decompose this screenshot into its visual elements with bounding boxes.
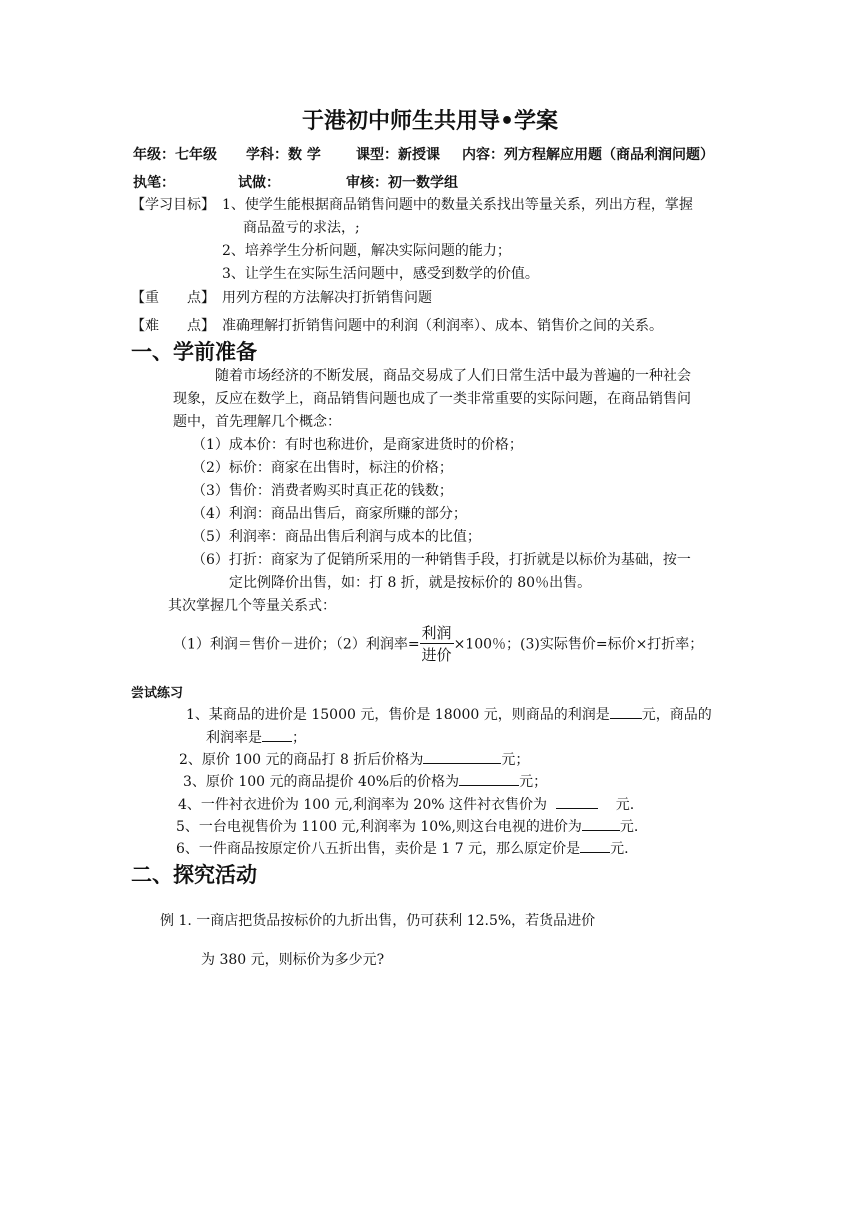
meta-content: 内容：列方程解应用题（商品利润问题） xyxy=(462,147,714,163)
question-6-text: 6、一件商品按原定价八五折出售，卖价是 1 7 元，那么原定价是 xyxy=(176,841,581,857)
question-2 xyxy=(179,749,529,769)
answer-blank-5[interactable] xyxy=(556,795,598,809)
meta-writer: 执笔： xyxy=(133,175,175,191)
formula-line xyxy=(173,622,703,665)
example-1-line-2: 为 380 元，则标价为多少元? xyxy=(201,952,385,968)
meta-type: 课型：新授课 xyxy=(356,147,440,163)
concept-4: （4）利润：商品出售后，商家所赚的部分； xyxy=(192,506,467,522)
intro-line-1: 随着市场经济的不断发展，商品交易成了人们日常生活中最为普遍的一种社会 xyxy=(215,368,691,384)
question-1-text: 1、某商品的进价是 15000 元，售价是 18000 元，则商品的利润是 xyxy=(186,707,610,723)
question-1-text-d: ； xyxy=(292,730,306,746)
answer-blank-2[interactable] xyxy=(262,728,292,742)
key-point-text: 用列方程的方法解决打折销售问题 xyxy=(222,290,432,306)
question-3-text-b: 元； xyxy=(519,774,548,790)
concept-2: （2）标价：商家在出售时，标注的价格； xyxy=(192,460,453,476)
meta-grade: 年级：七年级 xyxy=(133,147,217,163)
profit-rate-fraction xyxy=(420,622,454,665)
question-1-text-b: 元，商品的 xyxy=(641,707,712,723)
question-2-text: 2、原价 100 元的商品打 8 折后价格为 xyxy=(179,752,424,768)
concept-6a: （6）打折：商家为了促销所采用的一种销售手段，打折就是以标价为基础，按一 xyxy=(192,552,691,568)
answer-blank-1[interactable] xyxy=(610,705,642,719)
question-1 xyxy=(186,704,712,724)
difficulty-label: 【难 点】 xyxy=(131,318,215,334)
question-1-text-c: 利润率是 xyxy=(206,730,262,746)
answer-blank-4[interactable] xyxy=(459,772,519,786)
meta-review: 审核：初一数学组 xyxy=(346,175,458,191)
formula-part-2: ×100％；(3)实际售价=标价×打折率； xyxy=(453,636,704,653)
question-5-text: 5、一台电视售价为 1100 元,利润率为 10%,则这台电视的进价为 xyxy=(176,819,582,835)
section1-heading: 一、学前准备 xyxy=(131,340,257,364)
concept-5: （5）利润率：商品出售后利润与成本的比值； xyxy=(192,529,481,545)
question-5 xyxy=(176,816,638,836)
question-3 xyxy=(183,771,547,791)
intro-line-2: 现象，反应在数学上，商品销售问题也成了一类非常重要的实际问题，在商品销售问 xyxy=(173,391,691,407)
question-3-text: 3、原价 100 元的商品提价 40%后的价格为 xyxy=(183,774,460,790)
example-1-line-1: 例 1. 一商店把货品按标价的九折出售，仍可获利 12.5%，若货品进价 xyxy=(160,913,596,929)
goals-label: 【学习目标】 xyxy=(131,197,215,213)
practice-heading: 尝试练习 xyxy=(131,686,184,701)
difficulty-text: 准确理解打折销售问题中的利润（利润率）、成本、销售价之间的关系。 xyxy=(222,318,663,334)
question-4-text: 4、一件衬衣进价为 100 元,利润率为 20% 这件衬衣售价为 xyxy=(178,797,547,813)
section2-heading: 二、探究活动 xyxy=(131,863,257,887)
goal-1b: 商品盈亏的求法，; xyxy=(243,220,360,236)
goal-3: 3、让学生在实际生活问题中，感受到数学的价值。 xyxy=(222,266,539,282)
meta-subject: 学科：数 学 xyxy=(246,147,321,163)
meta-trial: 试做： xyxy=(238,175,280,191)
question-2-text-b: 元； xyxy=(501,752,530,768)
answer-blank-6[interactable] xyxy=(582,817,620,831)
question-4 xyxy=(178,794,634,814)
goal-2: 2、培养学生分析问题，解决实际问题的能力； xyxy=(222,243,511,259)
goal-1a: 1、使学生能根据商品销售问题中的数量关系找出等量关系，列出方程，掌握 xyxy=(222,197,693,213)
equation-intro: 其次掌握几个等量关系式： xyxy=(168,598,336,614)
fraction-denominator: 进价 xyxy=(421,646,452,664)
page-title: 于港初中师生共用导•学案 xyxy=(301,109,559,134)
question-5-text-b: 元. xyxy=(619,819,639,835)
concept-3: （3）售价：消费者购买时真正花的钱数； xyxy=(192,483,453,499)
question-4-text-b: 元. xyxy=(615,797,635,813)
concept-1: （1）成本价：有时也称进价，是商家进货时的价格； xyxy=(192,437,523,453)
question-1-cont xyxy=(206,727,306,747)
fraction-numerator: 利润 xyxy=(421,624,452,642)
question-6-text-b: 元. xyxy=(610,841,629,857)
answer-blank-7[interactable] xyxy=(580,839,610,853)
answer-blank-3[interactable] xyxy=(423,750,501,764)
concept-6b: 定比例降价出售，如：打 8 折，就是按标价的 80％出售。 xyxy=(229,575,592,591)
formula-part-1: （1）利润＝售价－进价；（2）利润率= xyxy=(173,636,420,653)
intro-line-3: 题中，首先理解几个概念： xyxy=(173,414,341,430)
question-6 xyxy=(176,838,629,858)
key-point-label: 【重 点】 xyxy=(131,290,215,306)
